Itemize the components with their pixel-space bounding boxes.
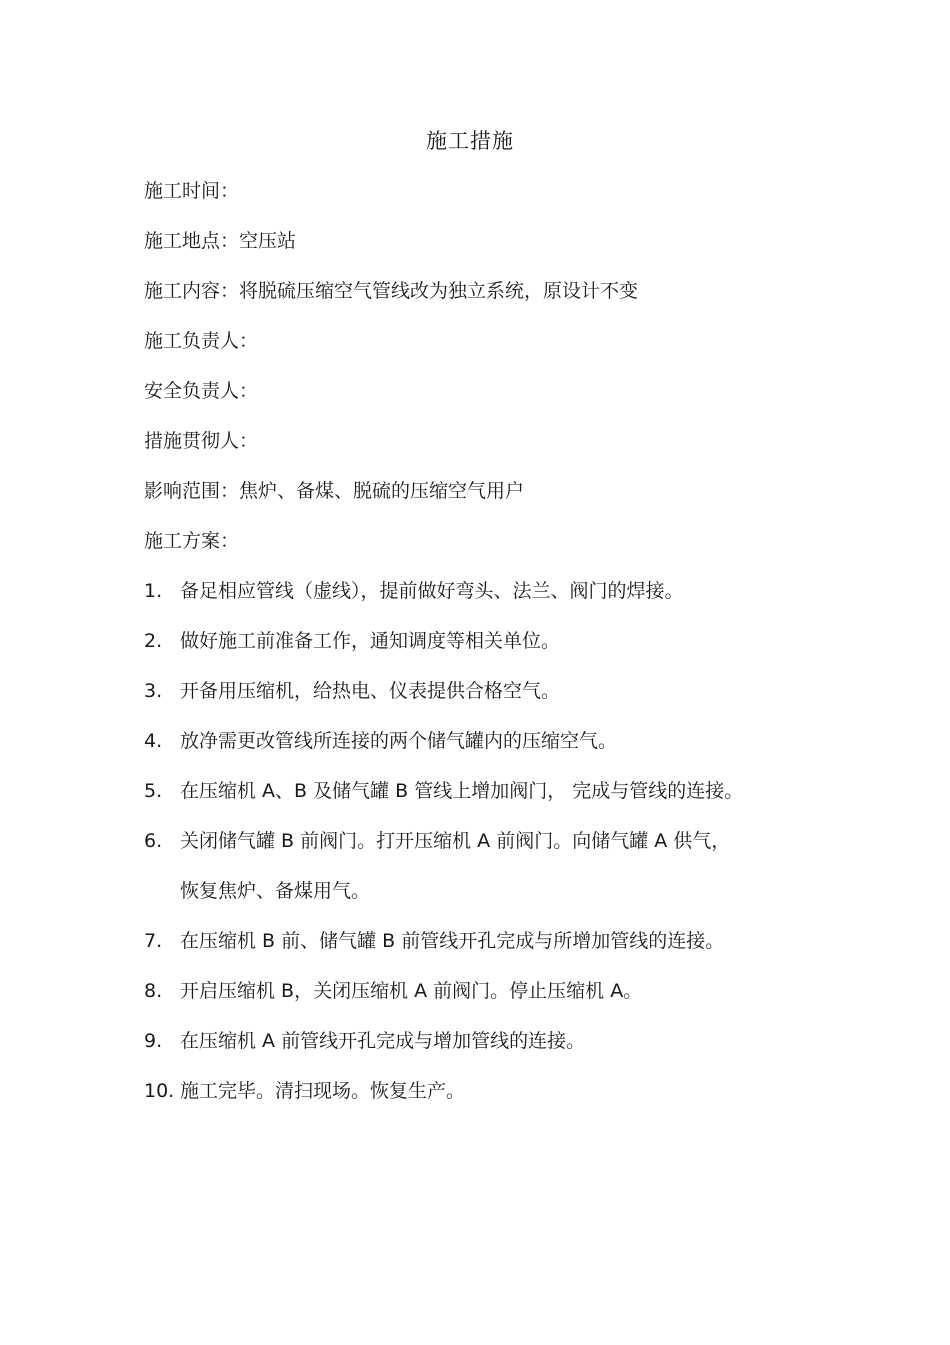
field-construction-plan	[144, 524, 638, 574]
list-item	[144, 724, 840, 758]
field-label: 影响范围：	[144, 480, 240, 502]
step-number: 6.	[144, 830, 163, 852]
step-text	[180, 774, 840, 808]
step-line: 开启压缩机 B，关闭压缩机 A 前阀门。停止压缩机 A。	[180, 980, 643, 1002]
field-label: 施工内容：	[144, 280, 240, 302]
step-number: 5.	[144, 780, 163, 802]
step-number: 9.	[144, 1030, 163, 1052]
list-item	[144, 574, 840, 608]
step-line: 在压缩机 A 前管线开孔完成与增加管线的连接。	[180, 1030, 586, 1052]
step-text	[180, 724, 840, 758]
step-line: 在压缩机 B 前、储气罐 B 前管线开孔完成与所增加管线的连接。	[180, 930, 725, 952]
field-construction-leader	[144, 324, 638, 374]
step-line: 放净需更改管线所连接的两个储气罐内的压缩空气。	[180, 730, 618, 752]
list-item	[144, 974, 840, 1008]
info-fields	[144, 174, 638, 574]
field-value: 空压站	[239, 230, 297, 252]
step-number: 2.	[144, 630, 163, 652]
document-title: 施工措施	[426, 129, 514, 153]
step-line: 施工完毕。清扫现场。恢复生产。	[180, 1080, 466, 1102]
step-text	[180, 1024, 840, 1058]
list-item	[144, 924, 840, 958]
field-construction-content	[144, 274, 638, 324]
field-value: 将脱硫压缩空气管线改为独立系统，原设计不变	[239, 280, 639, 302]
step-number: 7.	[144, 930, 163, 952]
field-label: 施工方案：	[144, 530, 240, 552]
field-label: 施工地点：	[144, 230, 240, 252]
list-item	[144, 1074, 840, 1108]
list-item	[144, 624, 840, 658]
step-number: 3.	[144, 680, 163, 702]
plan-steps-list	[144, 574, 840, 1124]
field-label: 措施贯彻人：	[144, 430, 259, 452]
field-safety-leader	[144, 374, 638, 424]
list-item	[144, 824, 840, 908]
step-text	[180, 924, 840, 958]
step-text	[180, 674, 840, 708]
step-number: 10.	[144, 1080, 175, 1102]
step-line: 关闭储气罐 B 前阀门。打开压缩机 A 前阀门。向储气罐 A 供气，	[180, 830, 731, 852]
step-number: 1.	[144, 580, 163, 602]
step-line: 开备用压缩机，给热电、仪表提供合格空气。	[180, 680, 561, 702]
step-text	[180, 1074, 840, 1108]
field-construction-time	[144, 174, 638, 224]
field-label: 安全负责人：	[144, 380, 259, 402]
step-text	[180, 574, 840, 608]
list-item	[144, 1024, 840, 1058]
field-measure-implementer	[144, 424, 638, 474]
step-line: 备足相应管线（虚线），提前做好弯头、法兰、阀门的焊接。	[180, 580, 684, 602]
field-construction-location	[144, 224, 638, 274]
field-value: 焦炉、备煤、脱硫的压缩空气用户	[239, 480, 525, 502]
step-text	[180, 824, 840, 908]
step-line: 恢复焦炉、备煤用气。	[180, 880, 371, 902]
field-label: 施工负责人：	[144, 330, 259, 352]
step-line: 做好施工前准备工作，通知调度等相关单位。	[180, 630, 561, 652]
list-item	[144, 774, 840, 808]
step-text	[180, 974, 840, 1008]
step-number: 4.	[144, 730, 163, 752]
step-number: 8.	[144, 980, 163, 1002]
field-impact-scope	[144, 474, 638, 524]
step-text	[180, 624, 840, 658]
field-label: 施工时间：	[144, 180, 240, 202]
list-item	[144, 674, 840, 708]
step-line: 在压缩机 A、B 及储气罐 B 管线上增加阀门， 完成与管线的连接。	[180, 780, 744, 802]
